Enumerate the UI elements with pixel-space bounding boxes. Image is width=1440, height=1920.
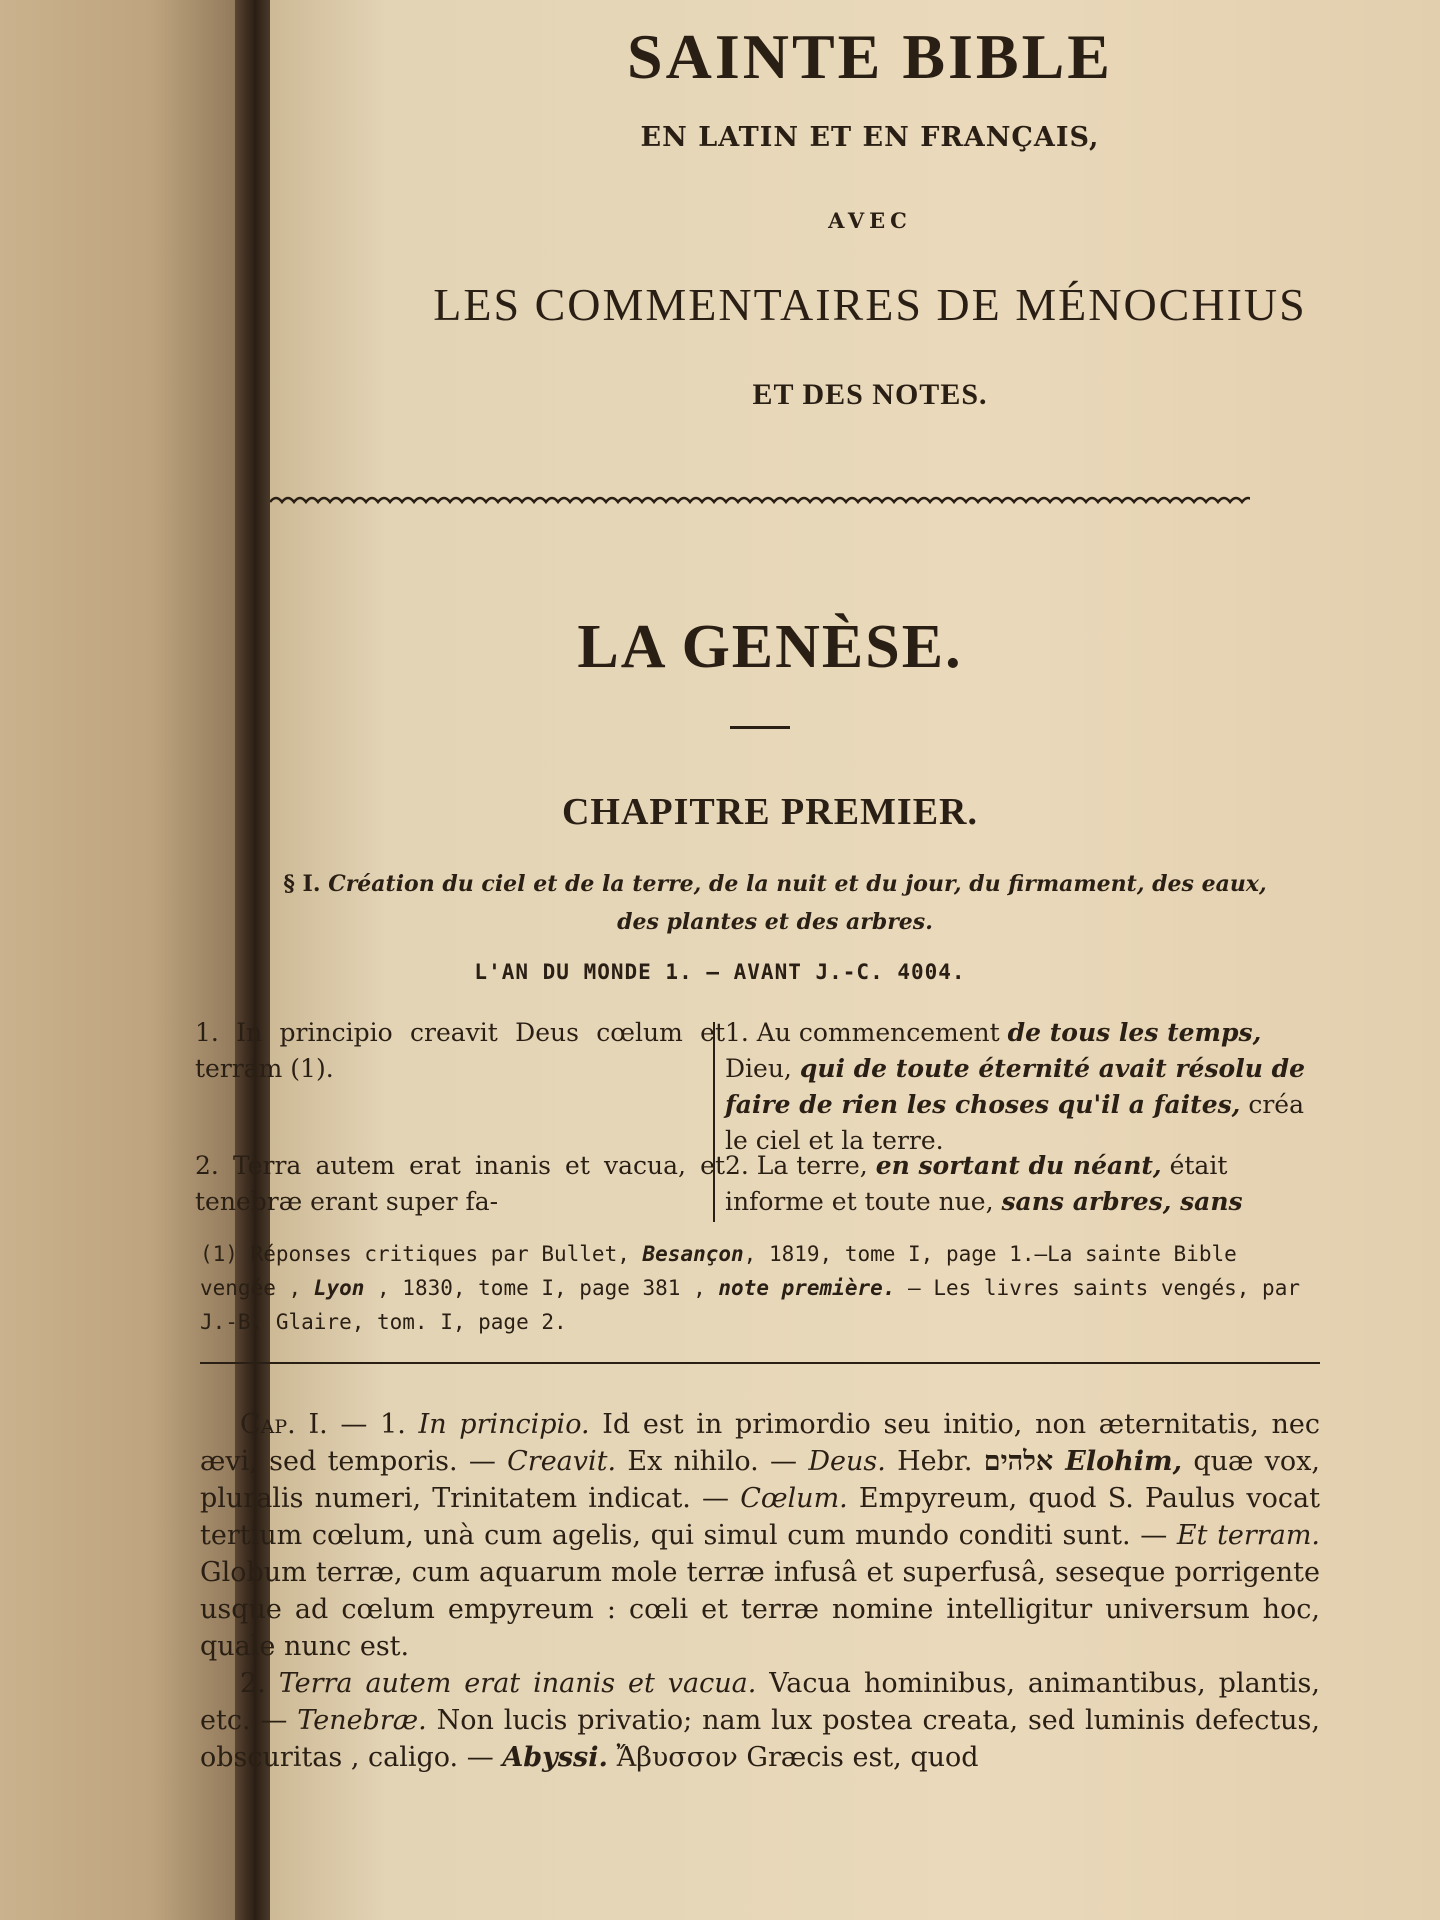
text-run-italic: Abyssi. [502, 1742, 608, 1773]
text-run-italic: Elohim, [1053, 1446, 1183, 1477]
text-run-italic: de tous les temps, [1007, 1018, 1262, 1047]
text-run: 2. [240, 1668, 279, 1699]
section-text: Création du ciel et de la terre, de la nuit et du jour, du firmament, des eaux, des plantes et des arbres. [328, 871, 1267, 935]
footnote-divider [200, 1362, 1320, 1364]
text-run-italic: Tenebræ. [297, 1705, 427, 1736]
text-run: Globum terræ, cum aquarum mole terræ infusâ et superfusâ, seseque porrigente usque ad cœlum empyreum : cœli et terræ nomine intelligitur universum hoc, quale nunc est. [200, 1557, 1320, 1662]
text-run-italic: note première. [718, 1276, 896, 1300]
text-run: quæ vox, pluralis numeri, Trinitatem indicat. — [200, 1446, 1320, 1514]
text-run-italic: Besançon [642, 1242, 744, 1266]
column-divider [713, 1022, 715, 1222]
footnote [200, 1237, 1315, 1339]
text-run: 2. La terre, [725, 1151, 876, 1180]
notes-heading: ET DES NOTES. [752, 378, 988, 411]
text-run: (1) Réponses critiques par Bullet, [200, 1242, 643, 1266]
text-run-italic: qui de toute éternité avait résolu de faire de rien les choses qu'il a faites, [725, 1054, 1305, 1119]
text-run-italic: Deus. [808, 1446, 886, 1477]
text-run: Græcis est, quod [737, 1742, 979, 1773]
text-run: était informe et toute nue, [725, 1151, 1228, 1216]
year-line: L'AN DU MONDE 1. — AVANT J.-C. 4004. [474, 960, 966, 984]
text-run: Ex nihilo. — [616, 1446, 809, 1477]
text-run-italic: Cœlum. [740, 1483, 848, 1514]
text-run: , 1830, tome I, page 381 , [364, 1276, 719, 1300]
avec-line: AVEC [828, 208, 912, 233]
page-title: SAINTE BIBLE [627, 21, 1113, 92]
text-run: créa le ciel et la terre. [725, 1090, 1304, 1155]
text-run: , 1819, tome I, page 1.—La sainte Bible vengée , [200, 1242, 1237, 1300]
subtitle: EN LATIN ET EN FRANÇAIS, [640, 122, 1100, 153]
commentaires-heading: LES COMMENTAIRES DE MÉNOCHIUS [433, 279, 1307, 330]
text-run-italic: Creavit. [507, 1446, 617, 1477]
french-verse-1 [725, 1015, 1305, 1159]
text-run: 1. Au commencement [725, 1018, 1008, 1047]
latin-verse-2: 2. Terra autem erat inanis et vacua, et tenebræ erant super fa- [195, 1151, 725, 1216]
french-verse-2 [725, 1148, 1305, 1220]
chapter-heading: CHAPITRE PREMIER. [561, 791, 979, 833]
latin-verse-1: 1. In principio creavit Deus cœlum et terram (1). [195, 1018, 725, 1083]
text-run: — Les livres saints vengés, par J.-B. Glaire, tom. I, page 2. [200, 1276, 1300, 1334]
commentary-paragraph-2 [200, 1665, 1320, 1776]
book-page [195, 0, 1440, 1920]
book-title: LA GENÈSE. [577, 613, 963, 681]
short-divider [730, 726, 790, 729]
text-run: Hebr. [885, 1446, 984, 1477]
text-run: Non lucis privatio; nam lux postea creata, sed luminis defectus, obscuritas , caligo. — [200, 1705, 1320, 1773]
text-run-italic: en sortant du néant, [875, 1151, 1162, 1180]
text-run-italic: Terra autem erat inanis et vacua. [278, 1668, 757, 1699]
text-run: Dieu, [725, 1054, 800, 1083]
hebrew-word: אלהים [983, 1446, 1054, 1477]
text-run-italic: sans arbres, sans [1001, 1187, 1243, 1216]
text-run: Id est in primordio seu initio, non æternitatis, nec ævi, sed temporis. — [200, 1409, 1320, 1477]
commentary-paragraph-1 [200, 1406, 1320, 1665]
greek-word: Ἄβυσσον [607, 1742, 738, 1773]
commentary [200, 1406, 1320, 1776]
text-run-italic: Et terram. [1176, 1520, 1320, 1551]
section-label: § I. [283, 871, 321, 897]
text-run: Empyreum, quod S. Paulus vocat tertium cœlum, unà cum agelis, qui simul cum mundo conditi sunt. — [200, 1483, 1321, 1551]
wavy-divider [270, 492, 1250, 512]
text-run-italic: Lyon [313, 1276, 365, 1300]
text-run: Vacua hominibus, animantibus, plantis, etc. — [200, 1668, 1320, 1736]
text-run-italic: In principio. [418, 1409, 590, 1440]
section-summary [270, 865, 1280, 941]
text-run: Cap. I. — 1. [240, 1409, 419, 1440]
